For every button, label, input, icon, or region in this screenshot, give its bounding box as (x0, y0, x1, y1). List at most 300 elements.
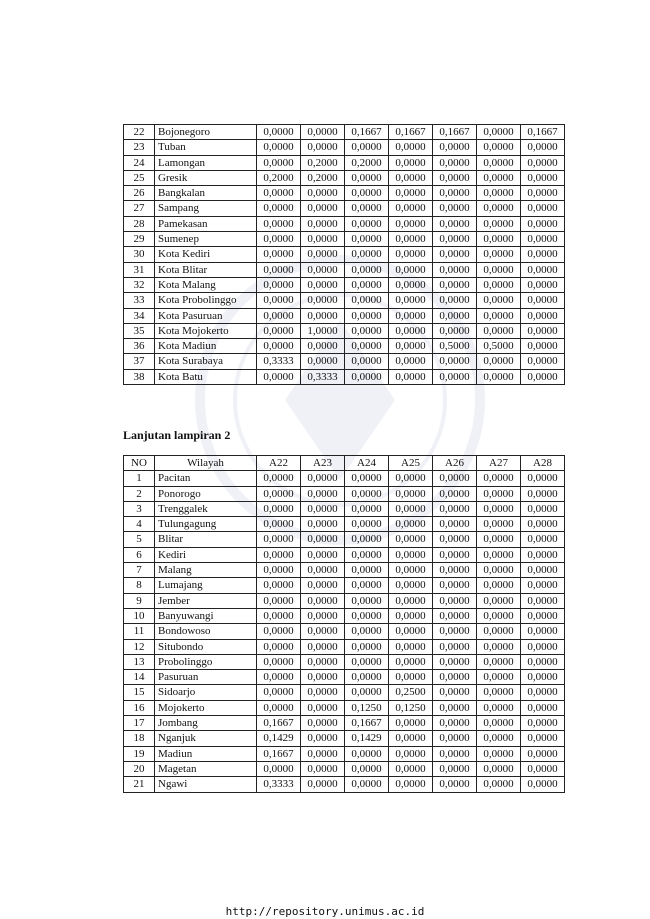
value-cell: 0,0000 (301, 140, 345, 155)
value-cell: 0,0000 (301, 216, 345, 231)
value-cell: 0,0000 (521, 761, 565, 776)
region-name-cell: Kota Kediri (155, 247, 257, 262)
value-cell: 0,0000 (521, 532, 565, 547)
value-cell: 0,0000 (301, 593, 345, 608)
value-cell: 0,5000 (477, 339, 521, 354)
value-cell: 0,0000 (433, 293, 477, 308)
region-name-cell: Kota Batu (155, 369, 257, 384)
row-number-cell: 33 (124, 293, 155, 308)
value-cell: 0,0000 (521, 293, 565, 308)
region-name-cell: Situbondo (155, 639, 257, 654)
row-number-cell: 27 (124, 201, 155, 216)
value-cell: 0,0000 (521, 639, 565, 654)
value-cell: 0,0000 (477, 186, 521, 201)
value-cell: 0,0000 (521, 247, 565, 262)
value-cell: 0,0000 (301, 624, 345, 639)
value-cell: 0,0000 (301, 532, 345, 547)
value-cell: 0,3333 (257, 354, 301, 369)
row-number-cell: 34 (124, 308, 155, 323)
value-cell: 0,0000 (521, 654, 565, 669)
row-number-cell: 8 (124, 578, 155, 593)
value-cell: 0,0000 (257, 369, 301, 384)
table-row (124, 170, 565, 185)
value-cell: 0,0000 (477, 700, 521, 715)
value-cell: 0,0000 (477, 608, 521, 623)
row-number-cell: 6 (124, 547, 155, 562)
table-row (124, 125, 565, 140)
value-cell: 0,0000 (389, 761, 433, 776)
table-row (124, 216, 565, 231)
value-cell: 0,3333 (257, 777, 301, 792)
value-cell: 0,0000 (301, 125, 345, 140)
region-name-cell: Mojokerto (155, 700, 257, 715)
value-cell: 0,0000 (345, 517, 389, 532)
value-cell: 0,0000 (257, 517, 301, 532)
value-cell: 0,0000 (257, 685, 301, 700)
table-row (124, 354, 565, 369)
value-cell: 0,0000 (433, 547, 477, 562)
region-name-cell: Bojonegoro (155, 125, 257, 140)
value-cell: 0,0000 (257, 323, 301, 338)
region-name-cell: Lumajang (155, 578, 257, 593)
value-cell: 1,0000 (301, 323, 345, 338)
region-name-cell: Lamongan (155, 155, 257, 170)
table-row (124, 700, 565, 715)
value-cell: 0,0000 (389, 746, 433, 761)
value-cell: 0,0000 (521, 578, 565, 593)
value-cell: 0,0000 (301, 670, 345, 685)
row-number-cell: 37 (124, 354, 155, 369)
value-cell: 0,0000 (521, 186, 565, 201)
region-name-cell: Madiun (155, 746, 257, 761)
column-header: A23 (301, 456, 345, 471)
value-cell: 0,0000 (257, 247, 301, 262)
row-number-cell: 26 (124, 186, 155, 201)
value-cell: 0,0000 (345, 670, 389, 685)
region-name-cell: Kota Surabaya (155, 354, 257, 369)
value-cell: 0,0000 (477, 232, 521, 247)
value-cell: 0,0000 (433, 654, 477, 669)
row-number-cell: 32 (124, 277, 155, 292)
table-row (124, 532, 565, 547)
value-cell: 0,0000 (345, 547, 389, 562)
value-cell: 0,1250 (389, 700, 433, 715)
value-cell: 0,0000 (389, 716, 433, 731)
region-name-cell: Tuban (155, 140, 257, 155)
value-cell: 0,0000 (521, 746, 565, 761)
value-cell: 0,0000 (521, 140, 565, 155)
table-row (124, 471, 565, 486)
value-cell: 0,0000 (389, 731, 433, 746)
value-cell: 0,0000 (389, 639, 433, 654)
table-row (124, 293, 565, 308)
value-cell: 0,0000 (389, 201, 433, 216)
value-cell: 0,0000 (389, 517, 433, 532)
row-number-cell: 14 (124, 670, 155, 685)
value-cell: 0,0000 (345, 624, 389, 639)
table-header (124, 456, 565, 471)
value-cell: 0,0000 (433, 746, 477, 761)
value-cell: 0,0000 (433, 486, 477, 501)
value-cell: 0,0000 (433, 232, 477, 247)
value-cell: 0,0000 (257, 593, 301, 608)
region-name-cell: Tulungagung (155, 517, 257, 532)
value-cell: 0,0000 (477, 354, 521, 369)
value-cell: 0,0000 (301, 777, 345, 792)
row-number-cell: 21 (124, 777, 155, 792)
value-cell: 0,0000 (433, 593, 477, 608)
region-name-cell: Pasuruan (155, 670, 257, 685)
value-cell: 0,0000 (433, 716, 477, 731)
value-cell: 0,0000 (345, 639, 389, 654)
value-cell: 0,0000 (345, 486, 389, 501)
value-cell: 0,0000 (433, 216, 477, 231)
table-row (124, 746, 565, 761)
table-row (124, 369, 565, 384)
table-row (124, 155, 565, 170)
value-cell: 0,0000 (477, 308, 521, 323)
value-cell: 0,0000 (345, 593, 389, 608)
value-cell: 0,0000 (301, 654, 345, 669)
region-name-cell: Malang (155, 563, 257, 578)
region-name-cell: Bondowoso (155, 624, 257, 639)
value-cell: 0,0000 (433, 277, 477, 292)
value-cell: 0,0000 (389, 293, 433, 308)
row-number-cell: 18 (124, 731, 155, 746)
value-cell: 0,0000 (389, 262, 433, 277)
value-cell: 0,0000 (257, 486, 301, 501)
value-cell: 0,0000 (301, 731, 345, 746)
row-number-cell: 23 (124, 140, 155, 155)
value-cell: 0,0000 (257, 201, 301, 216)
value-cell: 0,0000 (521, 339, 565, 354)
value-cell: 0,1667 (345, 125, 389, 140)
column-header: A24 (345, 456, 389, 471)
value-cell: 0,0000 (389, 232, 433, 247)
value-cell: 0,0000 (301, 247, 345, 262)
row-number-cell: 5 (124, 532, 155, 547)
value-cell: 0,0000 (345, 186, 389, 201)
value-cell: 0,0000 (257, 608, 301, 623)
value-cell: 0,0000 (389, 563, 433, 578)
row-number-cell: 17 (124, 716, 155, 731)
value-cell: 0,0000 (477, 716, 521, 731)
value-cell: 0,0000 (257, 125, 301, 140)
value-cell: 0,0000 (433, 578, 477, 593)
region-name-cell: Ngawi (155, 777, 257, 792)
value-cell: 0,0000 (477, 731, 521, 746)
column-header: NO (124, 456, 155, 471)
value-cell: 0,0000 (477, 563, 521, 578)
region-name-cell: Nganjuk (155, 731, 257, 746)
value-cell: 0,0000 (301, 501, 345, 516)
value-cell: 0,0000 (345, 262, 389, 277)
value-cell: 0,0000 (433, 639, 477, 654)
value-cell: 0,0000 (477, 277, 521, 292)
value-cell: 0,0000 (301, 578, 345, 593)
value-cell: 0,0000 (521, 201, 565, 216)
table-body (124, 471, 565, 792)
table-row (124, 339, 565, 354)
value-cell: 0,0000 (257, 563, 301, 578)
value-cell: 0,0000 (345, 563, 389, 578)
value-cell: 0,0000 (345, 532, 389, 547)
value-cell: 0,0000 (521, 232, 565, 247)
region-name-cell: Kota Blitar (155, 262, 257, 277)
value-cell: 0,0000 (345, 247, 389, 262)
region-name-cell: Bangkalan (155, 186, 257, 201)
value-cell: 0,0000 (257, 308, 301, 323)
value-cell: 0,0000 (477, 517, 521, 532)
value-cell: 0,0000 (477, 201, 521, 216)
value-cell: 0,0000 (521, 685, 565, 700)
value-cell: 0,0000 (389, 578, 433, 593)
table-row (124, 486, 565, 501)
value-cell: 0,0000 (389, 547, 433, 562)
value-cell: 0,0000 (521, 716, 565, 731)
value-cell: 0,0000 (389, 624, 433, 639)
table-row (124, 323, 565, 338)
value-cell: 0,0000 (257, 761, 301, 776)
value-cell: 0,0000 (389, 608, 433, 623)
region-name-cell: Kota Madiun (155, 339, 257, 354)
value-cell: 0,0000 (345, 201, 389, 216)
row-number-cell: 9 (124, 593, 155, 608)
row-number-cell: 7 (124, 563, 155, 578)
row-number-cell: 19 (124, 746, 155, 761)
row-number-cell: 10 (124, 608, 155, 623)
value-cell: 0,0000 (433, 354, 477, 369)
row-number-cell: 38 (124, 369, 155, 384)
value-cell: 0,1250 (345, 700, 389, 715)
column-header: A25 (389, 456, 433, 471)
value-cell: 0,0000 (521, 700, 565, 715)
region-name-cell: Ponorogo (155, 486, 257, 501)
value-cell: 0,0000 (433, 731, 477, 746)
value-cell: 0,0000 (389, 155, 433, 170)
value-cell: 0,1667 (389, 125, 433, 140)
value-cell: 0,0000 (389, 216, 433, 231)
table-caption: Lanjutan lampiran 2 (123, 428, 231, 442)
table-row (124, 685, 565, 700)
value-cell: 0,0000 (301, 308, 345, 323)
row-number-cell: 22 (124, 125, 155, 140)
region-name-cell: Blitar (155, 532, 257, 547)
value-cell: 0,0000 (389, 593, 433, 608)
value-cell: 0,0000 (257, 140, 301, 155)
table-row (124, 731, 565, 746)
row-number-cell: 24 (124, 155, 155, 170)
value-cell: 0,0000 (521, 501, 565, 516)
value-cell: 0,0000 (345, 140, 389, 155)
value-cell: 0,0000 (301, 201, 345, 216)
value-cell: 0,0000 (257, 232, 301, 247)
value-cell: 0,0000 (345, 339, 389, 354)
value-cell: 0,0000 (301, 471, 345, 486)
value-cell: 0,0000 (345, 777, 389, 792)
value-cell: 0,0000 (389, 277, 433, 292)
value-cell: 0,0000 (477, 216, 521, 231)
value-cell: 0,0000 (257, 624, 301, 639)
value-cell: 0,0000 (521, 277, 565, 292)
value-cell: 0,0000 (477, 486, 521, 501)
value-cell: 0,0000 (477, 471, 521, 486)
value-cell: 0,0000 (389, 471, 433, 486)
column-header: A22 (257, 456, 301, 471)
value-cell: 0,0000 (477, 125, 521, 140)
value-cell: 0,0000 (301, 563, 345, 578)
value-cell: 0,0000 (345, 501, 389, 516)
value-cell: 0,0000 (521, 308, 565, 323)
row-number-cell: 20 (124, 761, 155, 776)
value-cell: 0,0000 (433, 471, 477, 486)
row-number-cell: 25 (124, 170, 155, 185)
value-cell: 0,0000 (301, 746, 345, 761)
table-row (124, 654, 565, 669)
value-cell: 0,0000 (301, 354, 345, 369)
value-cell: 0,0000 (345, 308, 389, 323)
value-cell: 0,0000 (389, 654, 433, 669)
value-cell: 0,0000 (477, 369, 521, 384)
table-row (124, 563, 565, 578)
header-row (124, 456, 565, 471)
value-cell: 0,0000 (433, 308, 477, 323)
region-name-cell: Sidoarjo (155, 685, 257, 700)
table-row (124, 308, 565, 323)
value-cell: 0,0000 (521, 323, 565, 338)
value-cell: 0,0000 (301, 608, 345, 623)
value-cell: 0,0000 (257, 501, 301, 516)
value-cell: 0,0000 (521, 670, 565, 685)
value-cell: 0,0000 (521, 547, 565, 562)
value-cell: 0,0000 (301, 186, 345, 201)
value-cell: 0,0000 (257, 639, 301, 654)
value-cell: 0,0000 (521, 262, 565, 277)
value-cell: 0,0000 (433, 247, 477, 262)
region-name-cell: Kota Probolinggo (155, 293, 257, 308)
value-cell: 0,2000 (257, 170, 301, 185)
row-number-cell: 29 (124, 232, 155, 247)
data-table-continued (123, 124, 565, 385)
value-cell: 0,0000 (301, 761, 345, 776)
table-body (124, 125, 565, 385)
column-header: A28 (521, 456, 565, 471)
value-cell: 0,0000 (433, 685, 477, 700)
value-cell: 0,0000 (433, 155, 477, 170)
value-cell: 0,0000 (345, 369, 389, 384)
value-cell: 0,0000 (257, 547, 301, 562)
value-cell: 0,0000 (433, 369, 477, 384)
value-cell: 0,0000 (345, 323, 389, 338)
value-cell: 0,0000 (301, 716, 345, 731)
value-cell: 0,0000 (257, 339, 301, 354)
value-cell: 0,0000 (477, 685, 521, 700)
row-number-cell: 13 (124, 654, 155, 669)
value-cell: 0,0000 (257, 578, 301, 593)
value-cell: 0,0000 (257, 670, 301, 685)
table-row (124, 624, 565, 639)
row-number-cell: 11 (124, 624, 155, 639)
value-cell: 0,0000 (477, 140, 521, 155)
value-cell: 0,0000 (257, 654, 301, 669)
value-cell: 0,0000 (477, 547, 521, 562)
value-cell: 0,0000 (521, 731, 565, 746)
value-cell: 0,0000 (433, 140, 477, 155)
value-cell: 0,0000 (389, 247, 433, 262)
value-cell: 0,0000 (345, 170, 389, 185)
value-cell: 0,0000 (433, 517, 477, 532)
value-cell: 0,0000 (389, 170, 433, 185)
region-name-cell: Probolinggo (155, 654, 257, 669)
value-cell: 0,0000 (477, 670, 521, 685)
value-cell: 0,0000 (521, 563, 565, 578)
value-cell: 0,0000 (521, 354, 565, 369)
value-cell: 0,0000 (477, 532, 521, 547)
value-cell: 0,0000 (433, 563, 477, 578)
value-cell: 0,0000 (477, 501, 521, 516)
value-cell: 0,0000 (477, 654, 521, 669)
value-cell: 0,0000 (257, 216, 301, 231)
value-cell: 0,0000 (521, 369, 565, 384)
value-cell: 0,0000 (477, 323, 521, 338)
value-cell: 0,2000 (345, 155, 389, 170)
region-name-cell: Kota Pasuruan (155, 308, 257, 323)
value-cell: 0,1667 (345, 716, 389, 731)
value-cell: 0,5000 (433, 339, 477, 354)
value-cell: 0,0000 (301, 232, 345, 247)
value-cell: 0,0000 (257, 700, 301, 715)
row-number-cell: 15 (124, 685, 155, 700)
value-cell: 0,0000 (389, 186, 433, 201)
value-cell: 0,0000 (389, 532, 433, 547)
value-cell: 0,0000 (345, 471, 389, 486)
value-cell: 0,0000 (433, 608, 477, 623)
value-cell: 0,0000 (477, 247, 521, 262)
value-cell: 0,0000 (389, 369, 433, 384)
value-cell: 0,0000 (345, 654, 389, 669)
value-cell: 0,0000 (433, 670, 477, 685)
value-cell: 0,1429 (345, 731, 389, 746)
value-cell: 0,0000 (389, 308, 433, 323)
value-cell: 0,0000 (521, 608, 565, 623)
value-cell: 0,3333 (301, 369, 345, 384)
region-name-cell: Gresik (155, 170, 257, 185)
region-name-cell: Sampang (155, 201, 257, 216)
value-cell: 0,0000 (477, 624, 521, 639)
value-cell: 0,0000 (477, 155, 521, 170)
value-cell: 0,0000 (345, 354, 389, 369)
value-cell: 0,1429 (257, 731, 301, 746)
value-cell: 0,0000 (345, 746, 389, 761)
region-name-cell: Pacitan (155, 471, 257, 486)
value-cell: 0,0000 (301, 639, 345, 654)
value-cell: 0,0000 (433, 700, 477, 715)
region-name-cell: Banyuwangi (155, 608, 257, 623)
table-row (124, 140, 565, 155)
value-cell: 0,0000 (521, 471, 565, 486)
table-row (124, 247, 565, 262)
value-cell: 0,0000 (433, 501, 477, 516)
value-cell: 0,0000 (521, 517, 565, 532)
value-cell: 0,0000 (477, 761, 521, 776)
value-cell: 0,2500 (389, 685, 433, 700)
table-row (124, 670, 565, 685)
value-cell: 0,0000 (301, 293, 345, 308)
value-cell: 0,0000 (389, 501, 433, 516)
value-cell: 0,0000 (389, 354, 433, 369)
region-name-cell: Sumenep (155, 232, 257, 247)
value-cell: 0,0000 (345, 761, 389, 776)
